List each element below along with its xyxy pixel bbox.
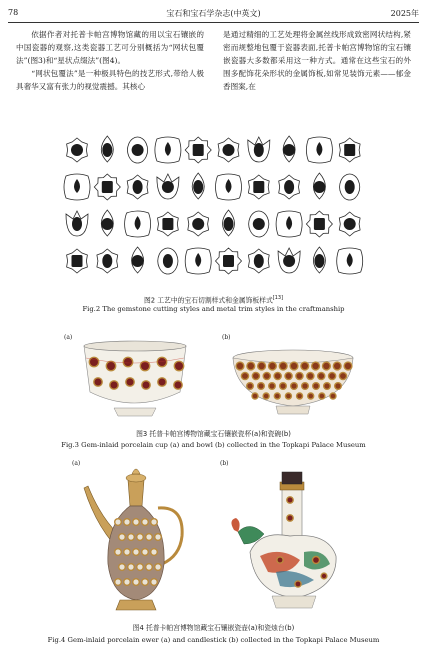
inlaid-gem xyxy=(323,363,329,369)
inlaid-gem xyxy=(155,534,160,539)
page-number: 78 xyxy=(8,8,19,17)
inlaid-gem xyxy=(124,579,129,584)
inlaid-gem xyxy=(155,564,160,569)
inlaid-gem xyxy=(335,383,340,388)
inlaid-gem xyxy=(331,394,336,399)
inlaid-gem xyxy=(264,394,269,399)
inlaid-gem xyxy=(340,373,346,379)
inlaid-gem xyxy=(133,579,138,584)
issue-year: 2025年 xyxy=(390,9,419,18)
gemstone-icon xyxy=(254,143,264,157)
inlaid-gem xyxy=(286,394,291,399)
panel-label: (a) xyxy=(64,334,73,341)
inlaid-gem xyxy=(313,557,319,563)
inlaid-gem xyxy=(345,363,351,369)
gemstone-icon xyxy=(101,218,113,230)
gemstone-icon xyxy=(344,144,355,156)
citation: [13] xyxy=(272,295,284,301)
gemstone-icon xyxy=(72,217,82,231)
inlaid-gem xyxy=(151,579,156,584)
gemstone-icon xyxy=(162,218,173,230)
panel-label: (b) xyxy=(222,334,231,341)
paragraph: 是通过精细的工艺处理将金属丝线形成致密网状结构,紧密而规整地包覆于瓷器表面,托普卡帕宫博物馆的宝石镶嵌瓷器大多数都采用这一种方式。通常在这些宝石的外围多配饰花朵形状的金属饰板,如常见装饰元素——郁金香图案,在 xyxy=(223,30,411,91)
inlaid-gem xyxy=(296,582,301,587)
gem-inlaid-candlestick-image xyxy=(220,460,360,616)
journal-title: 宝石和宝石学杂志(中英文) xyxy=(166,9,261,18)
gemstone-icon xyxy=(72,255,83,267)
figure-3-caption-en: Fig.3 Gem-inlaid porcelain cup (a) and bowl (b) collected in the Topkapi Palace Museum xyxy=(61,441,366,449)
gemstone-icon xyxy=(253,181,264,193)
gemstone-icon xyxy=(102,254,112,268)
inlaid-gem xyxy=(107,362,115,370)
inlaid-gem xyxy=(334,363,340,369)
inlaid-gem xyxy=(275,394,280,399)
gemstone-icon xyxy=(284,180,294,194)
paragraph: “网状包覆法”是一种极具特色的技艺形式,带给人极具奢华又富有张力的视觉震撼。其核心 xyxy=(16,69,204,91)
inlaid-gem xyxy=(142,519,147,524)
gemstone-icon xyxy=(223,255,234,267)
gem-setting-illustration xyxy=(62,132,365,282)
inlaid-gem xyxy=(329,373,335,379)
figure-3a-photo xyxy=(64,334,204,424)
inlaid-gem xyxy=(248,363,254,369)
inlaid-gem xyxy=(291,363,297,369)
inlaid-gem xyxy=(280,363,286,369)
gemstone-icon xyxy=(254,254,264,268)
inlaid-gem xyxy=(288,498,293,503)
inlaid-gem xyxy=(151,549,156,554)
inlaid-gem xyxy=(253,394,258,399)
gemstone-icon xyxy=(345,180,355,194)
gemstone-icon xyxy=(102,143,112,157)
inlaid-gem xyxy=(128,534,133,539)
gemstone-icon xyxy=(133,180,143,194)
running-header xyxy=(8,8,419,21)
figure-2 xyxy=(62,132,365,292)
inlaid-gem xyxy=(124,519,129,524)
inlaid-gem xyxy=(288,516,293,521)
gemstone-icon xyxy=(283,255,295,267)
inlaid-gem xyxy=(124,549,129,554)
inlaid-gem xyxy=(124,358,132,366)
inlaid-gem xyxy=(275,373,281,379)
inlaid-gem xyxy=(318,373,324,379)
body-text xyxy=(16,28,411,130)
inlaid-gem xyxy=(253,373,259,379)
gem-inlaid-cup-image xyxy=(64,334,204,424)
inlaid-gem xyxy=(258,363,264,369)
panel-label: (b) xyxy=(220,460,229,467)
inlaid-gem xyxy=(175,382,182,389)
figure-2-caption-zh: 图2 工艺中的宝石切割样式和金属饰板样式[13] xyxy=(143,295,284,305)
inlaid-gem xyxy=(146,564,151,569)
inlaid-gem xyxy=(324,383,329,388)
gemstone-icon xyxy=(132,255,144,267)
inlaid-gem xyxy=(302,383,307,388)
gemstone-icon xyxy=(102,181,113,193)
inlaid-gem xyxy=(247,383,252,388)
inlaid-gem xyxy=(159,379,166,386)
inlaid-gem xyxy=(127,379,134,386)
figure-3-caption-zh: 图3 托普卡帕宫博物馆藏宝石镶嵌瓷杯(a)和瓷碗(b) xyxy=(136,430,291,438)
inlaid-gem xyxy=(237,363,243,369)
gemstone-icon xyxy=(71,144,83,156)
inlaid-gem xyxy=(297,373,303,379)
gemstone-icon xyxy=(162,181,174,193)
gem-inlaid-ewer-image xyxy=(72,460,202,616)
figure-4-caption-en: Fig.4 Gem-inlaid porcelain ewer (a) and candlestick (b) collected in the Topkapi Palace Museum xyxy=(47,636,380,644)
inlaid-gem xyxy=(280,383,285,388)
inlaid-gem xyxy=(141,362,149,370)
figure-4a-photo xyxy=(72,460,202,616)
inlaid-gem xyxy=(313,383,318,388)
gemstone-icon xyxy=(132,144,144,156)
inlaid-gem xyxy=(146,534,151,539)
gemstone-icon xyxy=(283,144,295,156)
right-column xyxy=(223,28,411,93)
gemstone-icon xyxy=(344,218,356,230)
figure-4-caption-zh: 图4 托普卡帕宫博物馆藏宝石镶嵌瓷壶(a)和瓷烛台(b) xyxy=(132,624,295,632)
figure-3b-photo xyxy=(222,334,364,424)
inlaid-gem xyxy=(143,382,150,389)
inlaid-gem xyxy=(307,373,313,379)
inlaid-gem xyxy=(133,519,138,524)
inlaid-gem xyxy=(269,383,274,388)
gem-inlaid-bowl-image xyxy=(222,334,364,424)
inlaid-gem xyxy=(278,558,283,563)
inlaid-gem xyxy=(115,579,120,584)
panel-label: (a) xyxy=(72,460,81,467)
inlaid-gem xyxy=(119,564,124,569)
gemstone-icon xyxy=(223,144,235,156)
inlaid-gem xyxy=(95,379,102,386)
gemstone-icon xyxy=(314,218,325,230)
header-rule xyxy=(8,22,419,23)
gemstone-icon xyxy=(193,144,204,156)
inlaid-gem xyxy=(119,534,124,539)
gemstone-icon xyxy=(313,181,325,193)
inlaid-gem xyxy=(133,549,138,554)
inlaid-gem xyxy=(137,534,142,539)
gemstone-icon xyxy=(193,180,203,194)
inlaid-gem xyxy=(258,383,263,388)
inlaid-gem xyxy=(142,549,147,554)
gemstone-icon xyxy=(314,254,324,268)
inlaid-gem xyxy=(308,394,313,399)
inlaid-gem xyxy=(286,373,292,379)
inlaid-gem xyxy=(302,363,308,369)
inlaid-gem xyxy=(137,564,142,569)
gemstone-icon xyxy=(253,218,265,230)
inlaid-gem xyxy=(128,564,133,569)
inlaid-gem xyxy=(297,394,302,399)
inlaid-gem xyxy=(312,363,318,369)
inlaid-gem xyxy=(322,574,326,578)
inlaid-gem xyxy=(264,373,270,379)
inlaid-gem xyxy=(320,394,325,399)
paragraph: 依据作者对托普卡帕宫博物馆藏的用以宝石镶嵌的中国瓷器的观察,这类瓷器工艺可分别概括为“网状包覆法”(图3)和“星状点缀法”(图4)。 xyxy=(16,30,204,65)
figure-4b-photo xyxy=(220,460,360,616)
gemstone-icon xyxy=(163,254,173,268)
inlaid-gem xyxy=(269,363,275,369)
left-column xyxy=(16,28,204,93)
inlaid-gem xyxy=(115,519,120,524)
inlaid-gem xyxy=(175,362,183,370)
inlaid-gem xyxy=(291,383,296,388)
figure-2-caption-en: Fig.2 The gemstone cutting styles and metal trim styles in the craftmanship xyxy=(82,305,345,313)
inlaid-gem xyxy=(142,579,147,584)
inlaid-gem xyxy=(115,549,120,554)
inlaid-gem xyxy=(242,373,248,379)
inlaid-gem xyxy=(151,519,156,524)
gemstone-icon xyxy=(192,218,204,230)
inlaid-gem xyxy=(111,382,118,389)
gemstone-icon xyxy=(224,217,234,231)
